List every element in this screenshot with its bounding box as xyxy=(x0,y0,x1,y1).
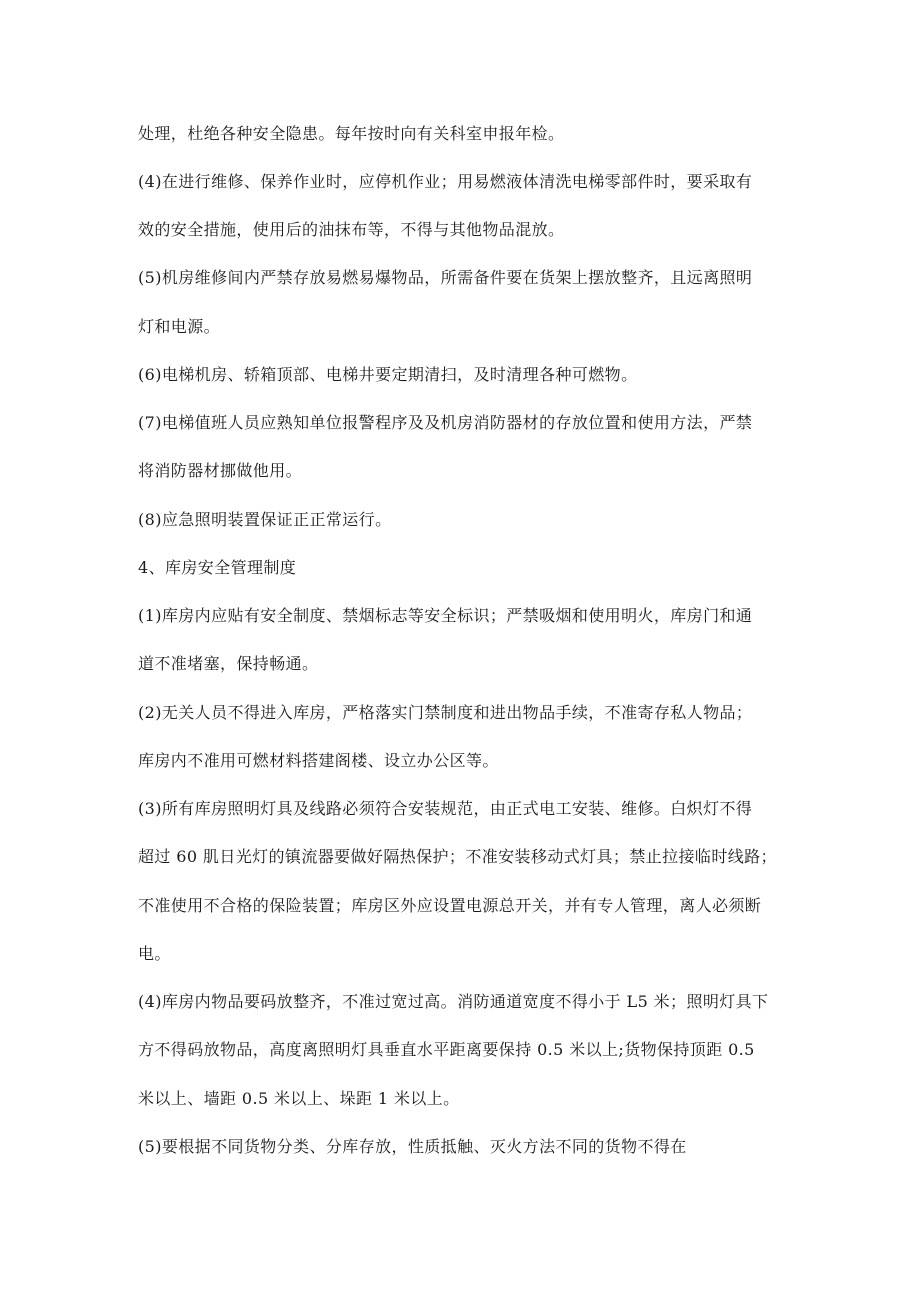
text-line: (5)要根据不同货物分类、分库存放，性质抵触、灭火方法不同的货物不得在 xyxy=(138,1137,687,1156)
text-line: 库房内不准用可燃材料搭建阁楼、设立办公区等。 xyxy=(138,751,499,770)
text-line: 处理，杜绝各种安全隐患。每年按时向有关科室申报年检。 xyxy=(138,124,565,143)
section-heading: 4、库房安全管理制度 xyxy=(138,558,297,577)
text-line: 道不准堵塞，保持畅通。 xyxy=(138,654,319,673)
text-line: (4)在进行维修、保养作业时，应停机作业；用易燃液体清洗电梯零部件时，要采取有 xyxy=(138,172,753,191)
text-line: (6)电梯机房、轿箱顶部、电梯井要定期清扫，及时清理各种可燃物。 xyxy=(138,365,638,384)
text-line: 不准使用不合格的保险装置；库房区外应设置电源总开关，并有专人管理，离人必须断 xyxy=(138,896,762,915)
text-line: 方不得码放物品，高度离照明灯具垂直水平距离要保持 0.5 米以上;货物保持顶距 0.5 xyxy=(138,1040,755,1059)
text-line: (5)机房维修间内严禁存放易燃易爆物品，所需备件要在货架上摆放整齐，且远离照明 xyxy=(138,268,753,287)
text-line: 米以上、墙距 0.5 米以上、垛距 1 米以上。 xyxy=(138,1089,460,1108)
text-line: (7)电梯值班人员应熟知单位报警程序及及机房消防器材的存放位置和使用方法，严禁 xyxy=(138,413,753,432)
text-line: (4)库房内物品要码放整齐，不准过宽过高。消防通道宽度不得小于 L5 米；照明灯具下 xyxy=(138,992,769,1011)
text-line: 效的安全措施，使用后的油抹布等，不得与其他物品混放。 xyxy=(138,220,565,239)
text-line: 将消防器材挪做他用。 xyxy=(138,461,303,480)
text-line: 灯和电源。 xyxy=(138,317,221,336)
text-line: 电。 xyxy=(138,944,171,963)
text-line: (1)库房内应贴有安全制度、禁烟标志等安全标识；严禁吸烟和使用明火，库房门和通 xyxy=(138,606,753,625)
text-line: (3)所有库房照明灯具及线路必须符合安装规范，由正式电工安装、维修。白炽灯不得 xyxy=(138,799,753,818)
text-line: (8)应急照明装置保证正正常运行。 xyxy=(138,510,392,529)
text-line: 超过 60 肌日光灯的镇流器要做好隔热保护；不准安装移动式灯具；禁止拉接临时线路； xyxy=(138,847,777,866)
text-line: (2)无关人员不得进入库房，严格落实门禁制度和进出物品手续，不准寄存私人物品； xyxy=(138,703,753,722)
